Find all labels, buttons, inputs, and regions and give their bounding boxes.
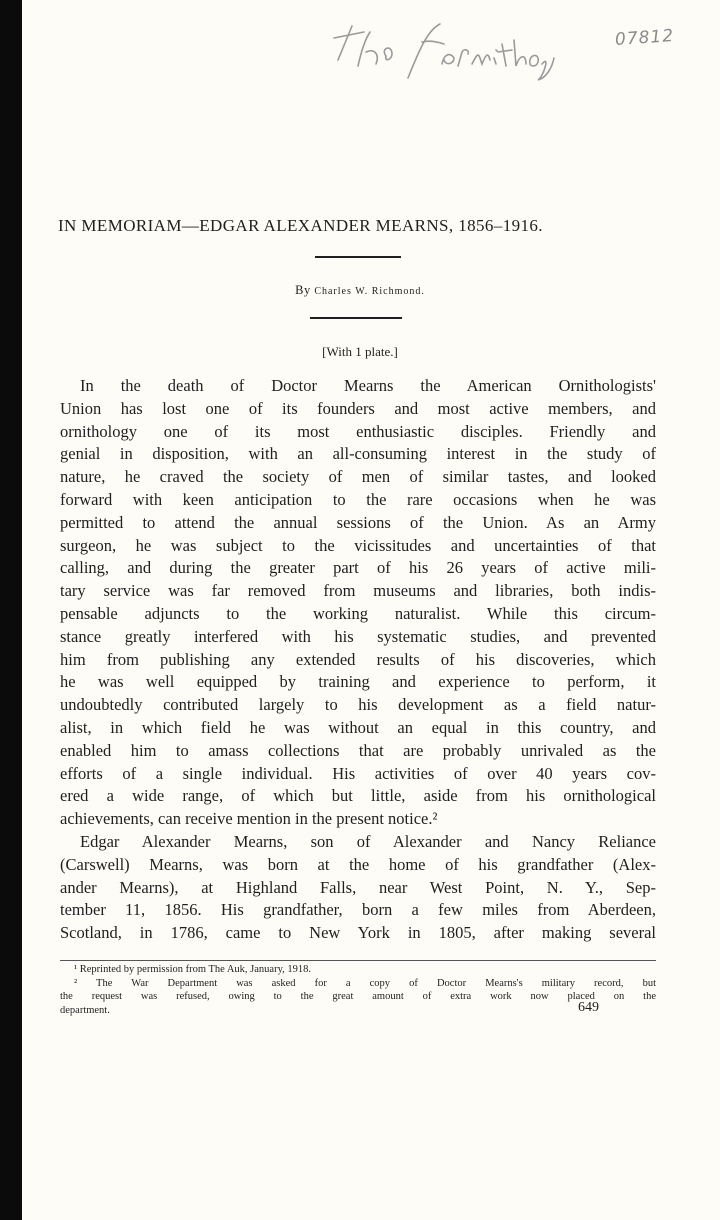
book-spine-edge <box>0 0 22 1220</box>
body-line: Scotland, in 1786, came to New York in 1805, after making several <box>60 923 656 943</box>
body-line: him from publishing any extended results of his discoveries, which <box>60 649 656 669</box>
byline <box>0 283 720 298</box>
body-line: achievements, can receive mention in the present notice.² <box>60 809 438 829</box>
footnotes <box>60 963 656 1017</box>
byline-prefix: By <box>295 283 311 297</box>
body-line: he was well equipped by training and experience to perform, it <box>60 672 656 692</box>
handwritten-annotation <box>330 18 560 88</box>
body-line: surgeon, he was subject to the vicissitudes and uncertainties of that <box>60 535 656 555</box>
body-line: genial in disposition, with an all-consuming interest in the study of <box>60 444 656 464</box>
body-line: nature, he craved the society of men of similar tastes, and looked <box>60 467 656 487</box>
body-line: tember 11, 1856. His grandfather, born a few miles from Aberdeen, <box>60 900 656 920</box>
accession-number: 07812 <box>614 25 675 51</box>
body-line: pensable adjuncts to the working naturalist. While this circum- <box>60 603 656 623</box>
footnote-line: ¹ Reprinted by permission from The Auk, January, 1918. <box>74 964 312 975</box>
footnote-line: ² The War Department was asked for a copy of Doctor Mearns's military record, but <box>74 977 656 989</box>
body-line: In the death of Doctor Mearns the American Ornithologists' <box>80 376 656 395</box>
footnote-line: the request was refused, owing to the great amount of extra work now placed on the <box>60 991 656 1002</box>
body-line: (Carswell) Mearns, was born at the home of his grandfather (Alex- <box>60 854 656 874</box>
body-line: Edgar Alexander Mearns, son of Alexander and Nancy Reliance <box>80 831 656 851</box>
body-line: ered a wide range, of which but little, aside from his ornithological <box>60 786 656 806</box>
body-line: undoubtedly contributed largely to his development as a field natur- <box>60 695 656 715</box>
footnote-rule <box>60 960 656 961</box>
footnote-line: department. <box>60 1004 110 1016</box>
body-line: calling, and during the greater part of his 26 years of active mili- <box>60 558 656 578</box>
article-title: IN MEMORIAM—EDGAR ALEXANDER MEARNS, 1856–1916. <box>58 216 543 235</box>
body-line: enabled him to amass collections that are probably unrivaled as the <box>60 740 656 760</box>
body-line: efforts of a single individual. His activities of over 40 years cov- <box>60 763 656 783</box>
body-line: alist, in which field he was without an equal in this country, and <box>60 717 656 737</box>
byline-rule <box>310 317 402 319</box>
body-line: permitted to attend the annual sessions of the Union. As an Army <box>60 512 656 532</box>
author-name: Charles W. Richmond. <box>314 286 425 297</box>
body-line: ander Mearns), at Highland Falls, near West Point, N. Y., Sep- <box>60 877 656 897</box>
body-line: forward with keen anticipation to the rare occasions when he was <box>60 489 656 509</box>
body-line: tary service was far removed from museums and libraries, both indis- <box>60 581 656 601</box>
body-line: Union has lost one of its founders and most active members, and <box>60 398 656 418</box>
title-rule <box>315 256 401 258</box>
page-number: 649 <box>578 1000 599 1015</box>
plate-note: [With 1 plate.] <box>322 344 398 359</box>
article-body <box>60 375 656 945</box>
body-line: stance greatly interfered with his systematic studies, and prevented <box>60 626 656 646</box>
body-line: ornithology one of its most enthusiastic disciples. Friendly and <box>60 421 656 441</box>
